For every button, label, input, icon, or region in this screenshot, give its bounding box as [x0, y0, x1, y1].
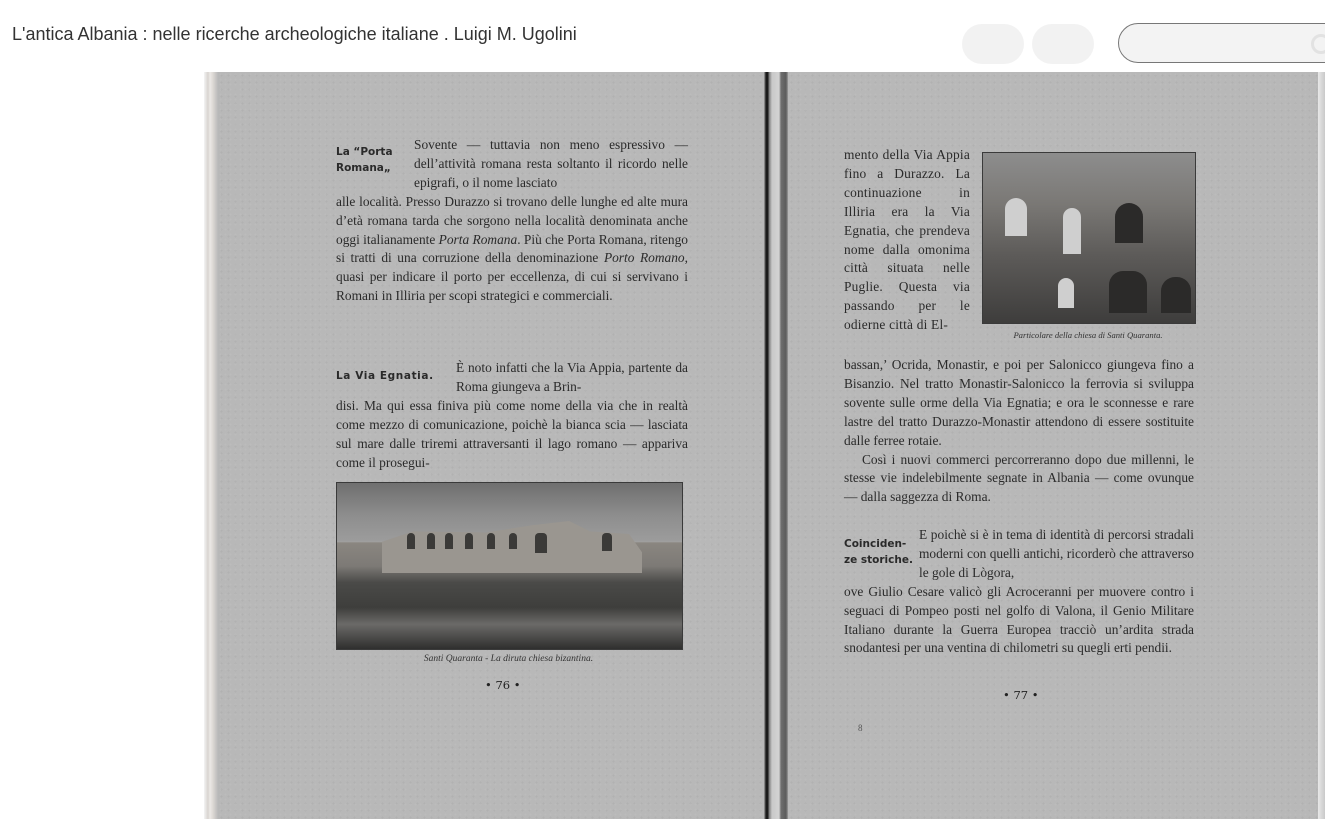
section-via-egnatia: [336, 359, 688, 472]
search-box[interactable]: [1118, 23, 1325, 63]
body-text: bassan,’ Ocrida, Monastir, e poi per Salonicco giungeva fino a Bisanzio. Nel tratto Monastir-Salonicco la ferrovia si sviluppa sovente sulle orme della Via Egnatia; e ora le sconnesse e rare lastre del tratto Durazzo-Monastir attendono di essere sostituite dalle ferree rotaie.: [844, 357, 1194, 448]
body-text: alle località. Presso Durazzo si trovano delle lunghe ed alte mura d’età romana tarda che sorgono nella località denominata anche oggi italianamente Porta Romana. Più che Porta Romana, ritengo si tratti di una corruzione della denominazione Porto Romano, quasi per indicare il porto per eccellenza, di cui si servivano i Romani in Illiria per scopi strategici e commerciali.: [336, 193, 688, 304]
section-continuation: [844, 356, 1194, 507]
marginal-heading: La Via Egnatia.: [336, 370, 434, 382]
body-text: Così i nuovi commerci percorreranno dopo due millenni, le stesse vie indelebilmente segnate in Albania — come ovunque — dalla saggezza di Roma.: [844, 451, 1194, 505]
body-text: mento della Via Appia fino a Durazzo. La continuazione in Illiria era la Via Egnatia, che prendeva nome dalla omonima città situata nelle Puglie. Questa via passando per le odierne città di El-: [844, 147, 970, 333]
section-porta-romana: [336, 136, 688, 306]
book-viewer[interactable]: [204, 72, 1325, 819]
page-right[interactable]: [788, 72, 1318, 819]
page-left[interactable]: [218, 72, 764, 819]
page-number: • 77 •: [1003, 688, 1039, 702]
margin-mark: 8: [858, 723, 863, 733]
section-coincidenze: [844, 526, 1194, 658]
indented-text: È noto infatti che la Via Appia, partente da Roma giungeva a Brin-: [456, 360, 688, 394]
toolbar-button-2[interactable]: [1032, 24, 1094, 64]
photo-church-detail: [982, 152, 1196, 324]
search-icon[interactable]: [1311, 34, 1325, 54]
document-title: L'antica Albania : nelle ricerche archeologiche italiane . Luigi M. Ugolini: [12, 24, 577, 44]
search-input[interactable]: [1133, 32, 1307, 56]
body-text: ove Giulio Cesare valicò gli Acroceranni per muovere contro i seguaci di Pompeo posti nel golfo di Valona, il Genio Militare Italiano durante la Guerra Europea tracciò un’ardita strada snodantesi per una ventina di chilometri su quegli erti pendii.: [844, 583, 1194, 656]
marginal-heading: La “Porta Romana„: [336, 146, 393, 174]
book-spine: [764, 72, 788, 819]
body-text: disi. Ma qui essa finiva più come nome della via che in realtà come mezzo di comunicazione, poichè la bianca scia — lasciata sul mare dalle triremi attraversanti il lago romano — appariva come il prosegui-: [336, 397, 688, 470]
toolbar-button-1[interactable]: [962, 24, 1024, 64]
figure-caption: Santi Quaranta - La diruta chiesa bizantina.: [423, 654, 594, 664]
page-edge-right: [1318, 72, 1325, 819]
marginal-heading: Coinciden-ze storiche.: [844, 538, 913, 566]
page-edge-left: [204, 72, 218, 819]
indented-text: E poichè si è in tema di identità di percorsi stradali moderni con quelli antichi, ricorderò che attraverso le gole di Lògora,: [919, 527, 1194, 580]
figure-caption: Particolare della chiesa di Santi Quaranta.: [1013, 330, 1163, 340]
narrow-column: [844, 146, 970, 335]
indented-text: Sovente — tuttavia non meno espressivo — dell’attività romana resta soltanto il ricordo nelle epigrafi, o il nome lasciato: [414, 137, 688, 190]
top-bar: [0, 0, 1325, 72]
page-number: • 76 •: [485, 678, 521, 692]
photo-ruined-church: [336, 482, 683, 650]
